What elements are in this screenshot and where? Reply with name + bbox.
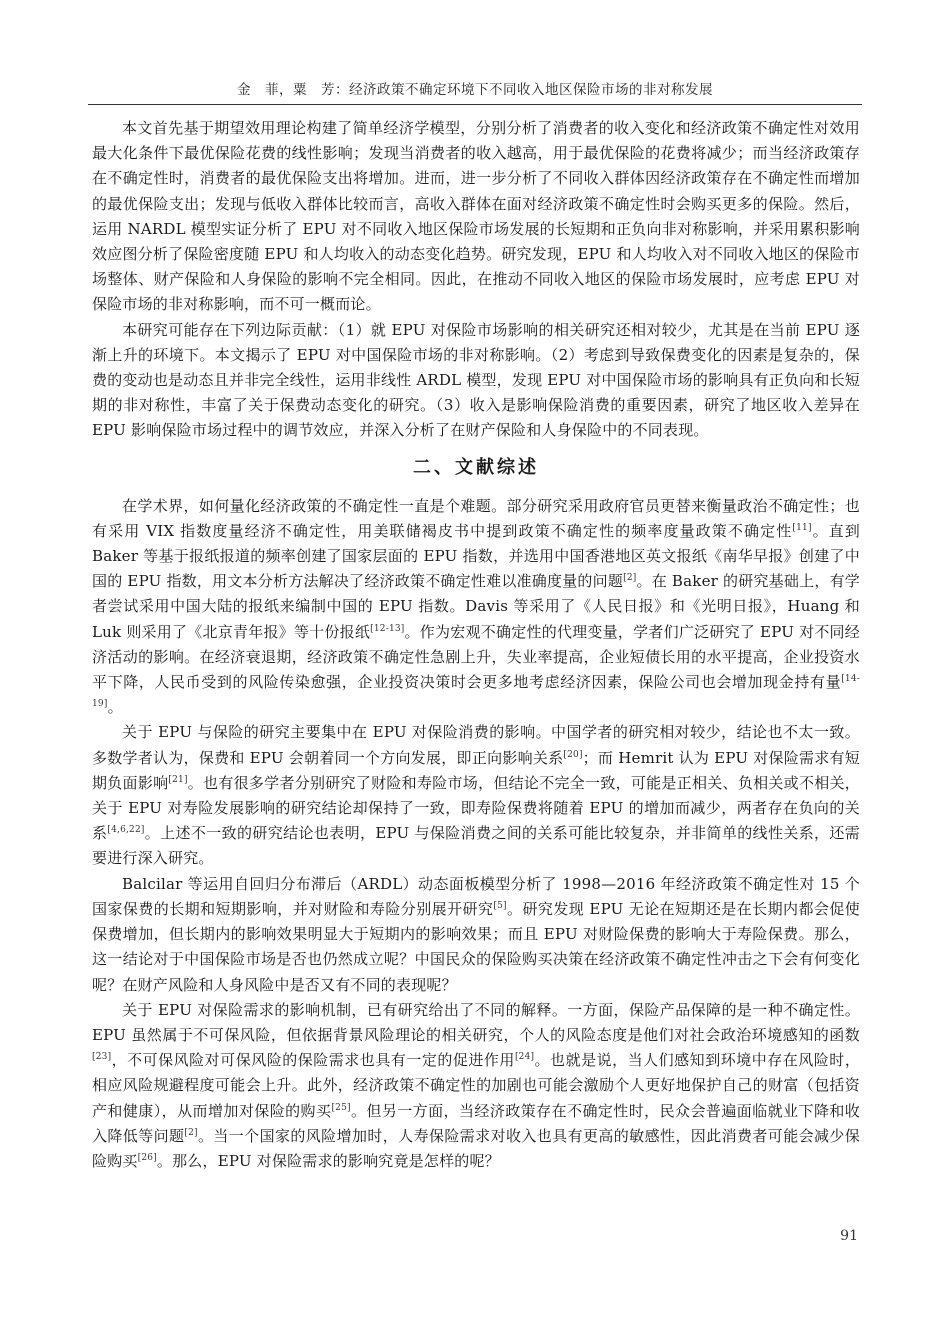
text-segment: 。那么，EPU 对保险需求的影响究竟是怎样的呢？ bbox=[156, 1151, 500, 1170]
text-segment: Balcilar 等运用自回归分布滞后（ARDL）动态面板模型分析了 1998—2016 年经济政策不确定性对 15 个国家保费的长期和短期影响，并对财险和寿险分别展开研究 bbox=[92, 874, 860, 918]
text-segment: 。但另一方面，当经济政策存在不确定性时，民众会普遍面临就业下降和收入降低等问题 bbox=[92, 1101, 861, 1145]
literature-paragraph-1 bbox=[92, 494, 860, 721]
page-content bbox=[92, 116, 860, 1174]
literature-paragraph-3 bbox=[92, 872, 860, 998]
text-segment: 。直到 Baker 等基于报纸报道的频率创建了国家层面的 EPU 指数，并选用中国香港地区英文报纸《南华早报》创建了中国的 EPU 指数，用文本分析方法解决了经济政策不确定性难以准确度量的问题 bbox=[92, 521, 860, 591]
citation-ref: [2] bbox=[623, 573, 637, 584]
text-segment: ；而 Hemrit 认为 EPU 对保险需求有短期负面影响 bbox=[92, 748, 860, 792]
citation-ref: [25] bbox=[331, 1102, 351, 1113]
section-title: 二、文献综述 bbox=[413, 456, 539, 478]
citation-ref: [14-19] bbox=[92, 674, 860, 710]
literature-paragraph-2 bbox=[92, 720, 860, 871]
citation-ref: [2] bbox=[184, 1127, 198, 1138]
intro-paragraph-1: 本文首先基于期望效用理论构建了简单经济学模型，分别分析了消费者的收入变化和经济政策不确定性对效用最大化条件下最优保险花费的线性影响；发现当消费者的收入越高，用于最优保险的花费将减少；而当经济政策存在不确定性时，消费者的最优保险支出将增加。进而，进一步分析了不同收入群体因经济政策存在不确定性而增加的最优保险支出；发现与低收入群体比较而言，高收入群体在面对经济政策不确定性时会购买更多的保险。然后，运用 NARDL 模型实证分析了 EPU 对不同收入地区保险市场发展的长短期和正负向非对称影响，并采用累积影响效应图分析了保险密度随 EPU 和人均收入的动态变化趋势。研究发现，EPU 和人均收入对不同收入地区的保险市场整体、财产保险和人身保险的影响不完全相同。因此，在推动不同收入地区的保险市场发展时，应考虑 EPU 对保险市场的非对称影响，而不可一概而论。 bbox=[92, 119, 860, 314]
citation-ref: [20] bbox=[563, 749, 583, 760]
text-segment: 关于 EPU 对保险需求的影响机制，已有研究给出了不同的解释。一方面，保险产品保障的是一种不确定性。EPU 虽然属于不可保风险，但依据背景风险理论的相关研究，个人的风险态度是他们对社会政治环境感知的函数 bbox=[92, 1000, 860, 1044]
running-header: 金 菲，粟 芳：经济政策不确定环境下不同收入地区保险市场的非对称发展 bbox=[237, 82, 713, 98]
text-segment: 。也有很多学者分别研究了财险和寿险市场，但结论不完全一致，可能是正相关、负相关或不相关，关于 EPU 对寿险发展影响的研究结论却保持了一致，即寿险保费将随着 EPU 的增加而减少，两者存在负向的关系 bbox=[92, 773, 860, 843]
citation-ref: [5] bbox=[493, 900, 507, 911]
citation-ref: [11] bbox=[792, 522, 812, 533]
citation-ref: [12-13] bbox=[370, 623, 405, 634]
text-segment: 在学术界，如何量化经济政策的不确定性一直是个难题。部分研究采用政府官员更替来衡量政治不确定性；也有采用 VIX 指数度量经济不确定性，用美联储褐皮书中提到政策不确定性的频率度量政策不确定性 bbox=[92, 496, 860, 540]
text-segment: 。 bbox=[107, 698, 123, 717]
text-segment: 关于 EPU 与保险的研究主要集中在 EPU 对保险消费的影响。中国学者的研究相对较少，结论也不太一致。多数学者认为，保费和 EPU 会朝着同一个方向发展，即正向影响关系 bbox=[92, 723, 860, 767]
literature-paragraph-4 bbox=[92, 998, 860, 1174]
citation-ref: [4,6,22] bbox=[107, 825, 145, 836]
text-segment: 。当一个国家的风险增加时，人寿保险需求对收入也具有更高的敏感性，因此消费者可能会减少保险购买 bbox=[92, 1126, 860, 1170]
text-segment: 。在 Baker 的研究基础上，有学者尝试采用中国大陆的报纸来编制中国的 EPU 指数。Davis 等采用了《人民日报》和《光明日报》，Huang 和 Luk 则采用了《北京青年报》等十份报纸 bbox=[92, 572, 860, 641]
citation-ref: [26] bbox=[137, 1152, 157, 1163]
text-segment: ，不可保风险对可保风险的保险需求也具有一定的促进作用 bbox=[111, 1051, 515, 1070]
text-segment: 。研究发现 EPU 无论在短期还是在长期内都会促使保费增加，但长期内的影响效果明显大于短期内的影响效果；而且 EPU 对财险保费的影响大于寿险保费。那么，这一结论对于中国保险市场是否也仍然成立呢？中国民众的保险购买决策在经济政策不确定性冲击之下会有何变化呢？在财产风险和人身风险中是否又有不同的表现呢？ bbox=[92, 899, 860, 994]
text-segment: 。上述不一致的研究结论也表明，EPU 与保险消费之间的关系可能比较复杂，并非简单的线性关系，还需要进行深入研究。 bbox=[92, 824, 860, 868]
page-number: 91 bbox=[840, 1228, 858, 1244]
header-rule bbox=[88, 104, 862, 105]
citation-ref: [21] bbox=[168, 774, 188, 785]
citation-ref: [23] bbox=[92, 1052, 112, 1063]
text-segment: 。作为宏观不确定性的代理变量，学者们广泛研究了 EPU 对不同经济活动的影响。在经济衰退期，经济政策不确定性急剧上升，失业率提高，企业短债长用的水平提高，企业投资水平下降，人民币受到的风险传染愈强，企业投资决策时会更多地考虑经济因素，保险公司也会增加现金持有量 bbox=[92, 622, 860, 692]
citation-ref: [24] bbox=[514, 1052, 535, 1063]
intro-paragraph-2: 本研究可能存在下列边际贡献：（1）就 EPU 对保险市场影响的相关研究还相对较少，尤其是在当前 EPU 逐渐上升的环境下。本文揭示了 EPU 对中国保险市场的非对称影响。（2）考虑到导致保费变化的因素是复杂的，保费的变动也是动态且并非完全线性，运用非线性 ARDL 模型，发现 EPU 对中国保险市场的影响具有正负向和长短期的非对称性，丰富了关于保费动态变化的研究。（3）收入是影响保险消费的重要因素，研究了地区收入差异在 EPU 影响保险市场过程中的调节效应，并深入分析了在财产保险和人身保险中的不同表现。 bbox=[92, 320, 860, 440]
text-segment: 。也就是说，当人们感知到环境中存在风险时，相应风险规避程度可能会上升。此外，经济政策不确定性的加剧也可能会激励个人更好地保护自己的财富（包括资产和健康），从而增加对保险的购买 bbox=[92, 1051, 861, 1120]
